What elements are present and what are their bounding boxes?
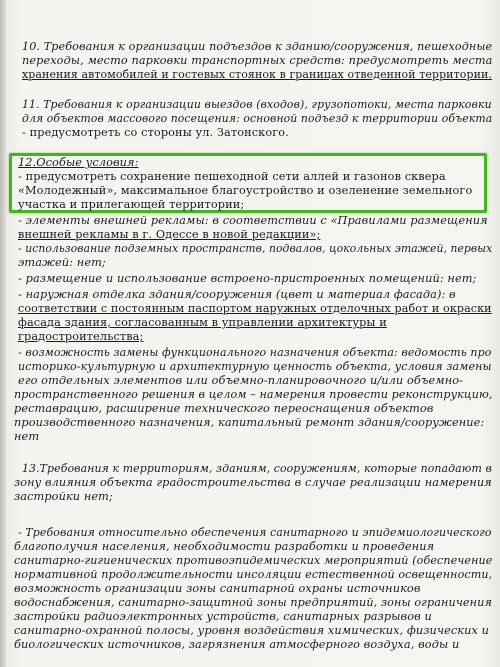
- function-line-4: пространственного решения в целом – намерения провести реконструкцию,: [14, 388, 493, 401]
- facade-line-3: фасада здания, согласованным в управлении архитектуры и: [18, 316, 387, 329]
- page-spine-shadow: [0, 0, 6, 667]
- facade-line-2: соответствии с постоянным паспортом наружных отделочных работ и окраски: [18, 302, 492, 315]
- item-13-line-2: зону влияния объекта градостроительства в случае реализации намерения: [14, 476, 492, 489]
- sanitary-line-7: застройки радиоэлектронных устройств, санитарных разрывов и: [14, 610, 432, 623]
- function-line-6: производственного назначения, капитальный ремонт здания/сооружение:: [14, 416, 485, 429]
- underground-line-1: - использование подземных пространств, подвалов, цокольных этажей, первых: [18, 242, 493, 255]
- ads-line-1: - элементы внешней рекламы: в соответствии с «Правилами размещения: [18, 214, 488, 227]
- sanitary-line-8: санитарно-охранной полосы, уровня воздействия химических, физических и: [14, 624, 490, 637]
- facade-line-4: градостроительства;: [18, 330, 144, 343]
- sanitary-line-2: благополучия населения, необходимости разработки и проведения: [14, 540, 435, 553]
- facade-line-1: - наружная отделка здания/сооружения (цвет и материал фасада): в: [18, 288, 456, 301]
- sanitary-line-4: нормативной продолжительности инсоляции естественной освещенности,: [14, 568, 493, 581]
- sanitary-line-1: - Требования относительно обеспечения санитарного и эпидемиологического: [18, 526, 492, 539]
- underground-line-2: этажей: нет;: [18, 256, 106, 269]
- function-line-7: нет: [14, 430, 40, 443]
- function-line-1: - возможность замены функционального назначения объекта: ведомость про: [18, 346, 492, 359]
- item-13-line-3: застройки нет;: [14, 490, 113, 503]
- item-10-line-3: хранения автомобилей и гостевых стоянок в границах отведенной территории.: [22, 68, 492, 81]
- function-line-3: его отдельных элементов или объемно-планировочного и/или объемно-: [18, 374, 464, 387]
- item-11-line-3: - предусмотреть со стороны ул. Затонского.: [22, 126, 289, 139]
- item-10-line-2: переходы, место парковки транспортных средств: предусмотреть места: [22, 54, 493, 67]
- item-12-heading: 12.Особые условия:: [18, 156, 139, 169]
- built-in-line: - размещение и использование встроено-пристроенных помещений: нет;: [18, 272, 477, 285]
- item-11-line-2: для объектов массового посещения: основной подъезд к территории объекта: [22, 112, 493, 125]
- ads-line-2: внешней рекламы в г. Одессе в новой редакции»;: [18, 228, 321, 241]
- sanitary-line-5: возможность организации зоны санитарной охраны источников: [14, 582, 421, 595]
- function-line-2: историко-культурную и архитектурную ценность объекта, условия замены: [18, 360, 492, 373]
- item-10-line-1: 10. Требования к организации подъездов к зданию/сооружения, пешеходные: [22, 40, 493, 53]
- sanitary-line-3: санитарно-гигиенических противоэпидемических мероприятий (обеспечение: [14, 554, 493, 567]
- sanitary-line-6: водоснабжения, санитарно-защитной зоны предприятий, зоны ограничения: [14, 596, 492, 609]
- sanitary-line-9: биологических источников, загрязнения атмосферного воздуха, воды и: [14, 638, 460, 651]
- item-12-line-2: «Молодежный», максимальное благоустройство и озеленение земельного: [18, 184, 473, 197]
- item-11-line-1: 11. Требования к организации выездов (входов), грузопотоки, места парковки: [22, 98, 492, 111]
- item-13-line-1: 13.Требования к территориям, зданиям, сооружениям, которые попадают в: [22, 462, 492, 475]
- item-12-line-3: участка и прилегающей территории;: [18, 198, 245, 211]
- item-12-line-1: - предусмотреть сохранение пешеходной сети аллей и газонов сквера: [18, 170, 446, 183]
- function-line-5: реставрацию, расширение технического переоснащения объектов: [14, 402, 434, 415]
